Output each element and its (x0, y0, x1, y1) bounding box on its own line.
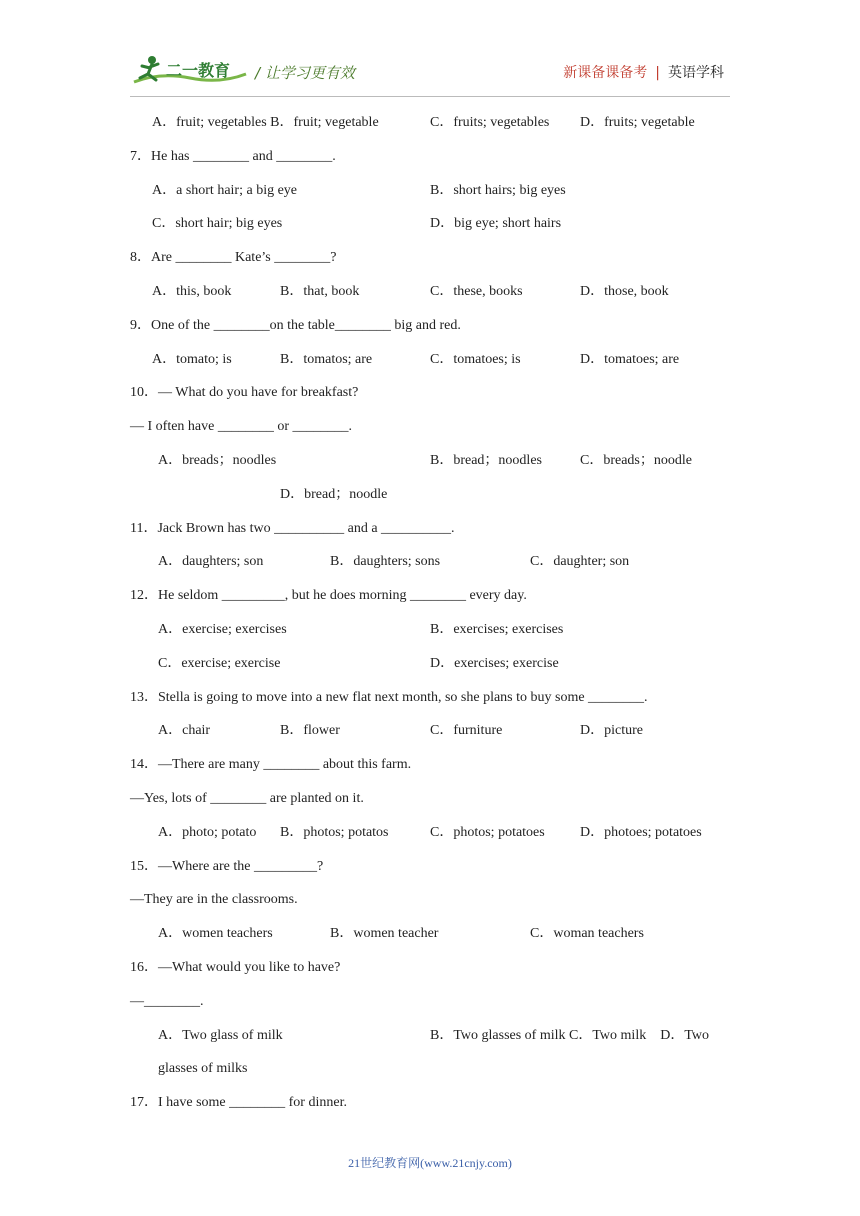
question-text: — I often have ________ or ________. (130, 419, 353, 435)
question-text: —They are in the classrooms. (130, 892, 298, 908)
question-text: 10．— What do you have for breakfast? (130, 385, 359, 401)
question-text: 15．—Where are the _________? (130, 858, 324, 874)
page-header (0, 0, 860, 100)
question-text: 12．He seldom _________, but he does morning ________ every day. (130, 588, 527, 604)
question-text: C．short hair; big eyes (152, 216, 283, 232)
header-subject (563, 62, 724, 82)
question-text: A．photo; potato (158, 824, 257, 840)
question-text: C．breads；noodle (580, 453, 692, 468)
question-text: B．photos; potatos (280, 824, 389, 840)
question-text: B．bread；noodles (430, 453, 542, 468)
question-text: A．women teachers (158, 926, 273, 942)
question-text: C．furniture (430, 723, 503, 739)
question-text: 9．One of the ________on the table________ big and red. (130, 317, 461, 333)
question-text: A．breads；noodles (158, 453, 277, 468)
header-divider (130, 96, 730, 97)
question-text: B．daughters; sons (330, 554, 441, 570)
question-text: glasses of milks (158, 1061, 248, 1077)
question-text: A．exercise; exercises (158, 622, 287, 637)
question-text: 14．—There are many ________ about this farm. (130, 757, 412, 773)
question-text: D．photoes; potatoes (580, 824, 702, 840)
header-tagline: 新课备课备考 (563, 65, 648, 81)
question-text: D．fruits; vegetable (580, 115, 695, 130)
question-text: 13．Stella is going to move into a new flat next month, so she plans to buy some ________. (130, 689, 648, 705)
question-text: A．tomato; is (152, 351, 232, 367)
header-subject-name: 英语学科 (668, 65, 724, 81)
question-text: A．a short hair; a big eye (152, 182, 298, 198)
question-text: 17．I have some ________ for dinner. (130, 1095, 347, 1111)
question-text: B．women teacher (330, 926, 439, 942)
question-text: B．tomatos; are (280, 351, 373, 367)
question-text: C．exercise; exercise (158, 655, 281, 671)
question-text: —Yes, lots of ________ are planted on it. (130, 791, 364, 806)
question-text: B．exercises; exercises (430, 622, 564, 637)
question-text: B．Two glasses of milk C．Two milk D．Two (430, 1027, 710, 1043)
question-text: C．photos; potatoes (430, 824, 545, 840)
page-footer: 21世纪教育网(www.21cnjy.com) (348, 1156, 512, 1170)
slogan: / 让学习更有效 (255, 64, 355, 82)
question-text: C．tomatoes; is (430, 351, 521, 367)
question-text: B．flower (280, 723, 340, 739)
question-text: A．Two glass of milk (158, 1027, 283, 1043)
question-text: D．exercises; exercise (430, 655, 559, 671)
question-text: D．those, book (580, 284, 669, 299)
question-text: A．daughters; son (158, 554, 264, 570)
question-text: D．big eye; short hairs (430, 216, 562, 232)
question-text: C．these, books (430, 284, 523, 299)
question-text: 7．He has ________ and ________. (130, 148, 336, 164)
question-text: —________. (130, 993, 204, 1009)
header-separator: | (655, 65, 660, 81)
question-text: A．this, book (152, 284, 232, 299)
svg-text:二一教育: 二一教育 (166, 61, 231, 80)
question-text: 11．Jack Brown has two __________ and a __________. (130, 520, 455, 536)
question-text: B．short hairs; big eyes (430, 182, 566, 198)
question-text: D．tomatoes; are (580, 351, 680, 367)
question-text: A．chair (158, 723, 211, 739)
question-text: C．fruits; vegetables (430, 115, 550, 130)
question-text: C．woman teachers (530, 926, 644, 942)
question-text: 8．Are ________ Kate’s ________? (130, 250, 337, 266)
question-text: A．fruit; vegetables B．fruit; vegetable (152, 115, 379, 130)
question-text: C．daughter; son (530, 554, 630, 570)
question-text: 16．—What would you like to have? (130, 960, 341, 975)
logo-runner-icon (130, 52, 250, 92)
question-text: B．that, book (280, 284, 360, 299)
question-text: D．picture (580, 723, 643, 739)
question-text: D．bread；noodle (280, 486, 388, 502)
